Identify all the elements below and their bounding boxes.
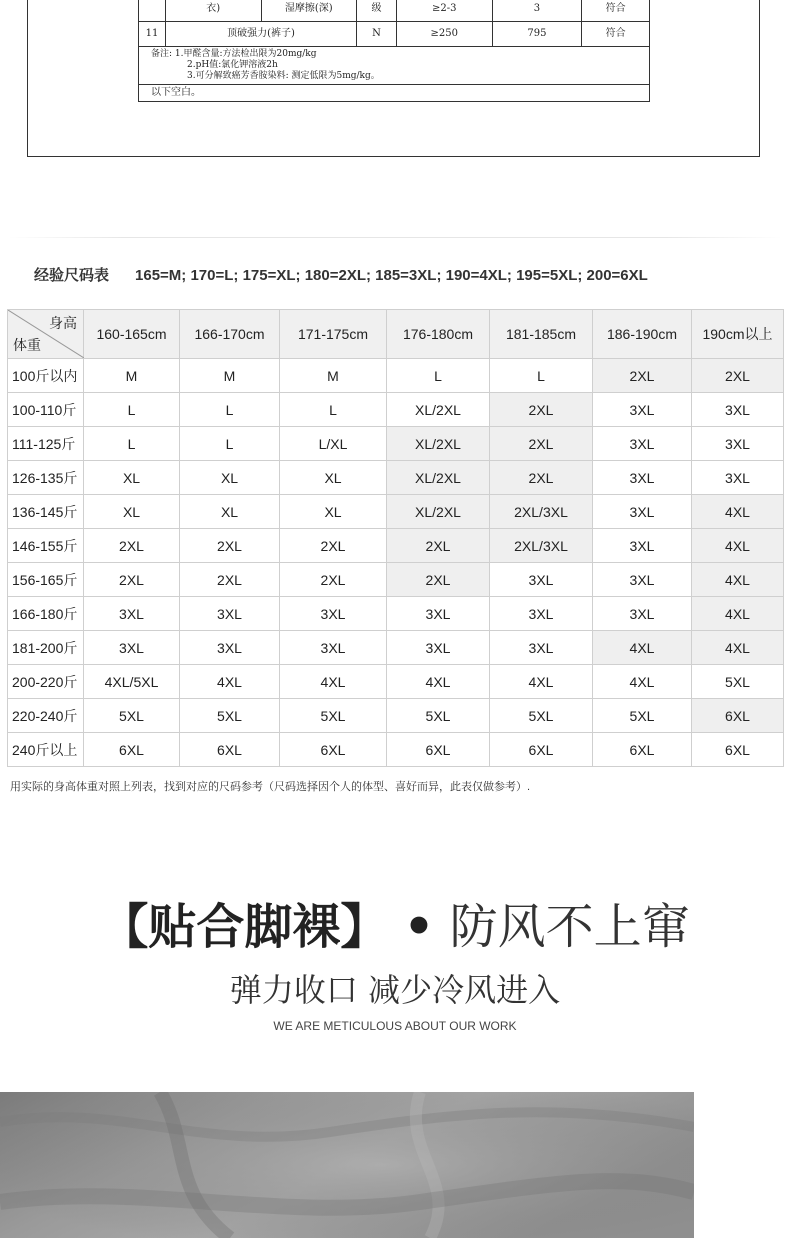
size-cell: XL (84, 461, 180, 495)
report-cell: 湿摩擦(深) (261, 0, 357, 22)
size-cell: 4XL (387, 665, 490, 699)
size-cell: 2XL (280, 563, 387, 597)
report-blank-row (139, 85, 650, 102)
size-cell: 2XL (593, 359, 692, 393)
size-cell: 2XL (387, 529, 490, 563)
size-cell: 4XL (593, 665, 692, 699)
size-cell: 4XL (692, 563, 784, 597)
promo-title-light: 防风不上窜 (449, 899, 690, 955)
size-cell: 4XL (280, 665, 387, 699)
corner-cell (8, 310, 84, 359)
size-cell: 6XL (692, 699, 784, 733)
report-cell: ≥2-3 (396, 0, 492, 22)
size-row (8, 495, 784, 529)
weight-cell: 146-155斤 (8, 529, 84, 563)
size-cell: XL/2XL (387, 495, 490, 529)
size-cell: 3XL (593, 427, 692, 461)
size-cell: 5XL (84, 699, 180, 733)
size-cell: L (180, 393, 280, 427)
report-row (139, 0, 650, 22)
size-cell: L (84, 427, 180, 461)
size-cell: 3XL (593, 597, 692, 631)
size-row (8, 529, 784, 563)
size-cell: 3XL (280, 597, 387, 631)
weight-cell: 100斤以内 (8, 359, 84, 393)
size-cell: XL (180, 495, 280, 529)
weight-cell: 100-110斤 (8, 393, 84, 427)
corner-weight-label: 体重 (13, 337, 41, 353)
size-row (8, 461, 784, 495)
size-cell: L (280, 393, 387, 427)
size-cell: 4XL (692, 529, 784, 563)
weight-cell: 240斤以上 (8, 733, 84, 767)
report-row (139, 22, 650, 47)
report-note-line: 备注: 1.甲醛含量:方法检出限为20mg/kg (151, 49, 317, 59)
size-chart-title: 经验尺码表 (34, 267, 110, 284)
report-cell: ≥250 (396, 22, 492, 47)
size-cell: 3XL (490, 631, 593, 665)
size-cell: 6XL (593, 733, 692, 767)
size-cell: L (180, 427, 280, 461)
report-notes (139, 47, 650, 85)
size-cell: 5XL (593, 699, 692, 733)
size-cell: 3XL (387, 597, 490, 631)
test-report-table (138, 0, 650, 102)
size-cell: 2XL (180, 529, 280, 563)
weight-cell: 166-180斤 (8, 597, 84, 631)
fabric-texture-image (0, 1092, 694, 1238)
report-cell: N (357, 22, 397, 47)
size-cell: 4XL/5XL (84, 665, 180, 699)
size-cell: XL/2XL (387, 393, 490, 427)
size-cell: 4XL (692, 495, 784, 529)
size-row (8, 393, 784, 427)
size-cell: 2XL/3XL (490, 529, 593, 563)
size-cell: 6XL (180, 733, 280, 767)
size-cell: 3XL (490, 597, 593, 631)
size-cell: 2XL (84, 563, 180, 597)
height-header-cell: 186-190cm (593, 310, 692, 359)
promo-title-separator: • (403, 899, 435, 955)
weight-cell: 126-135斤 (8, 461, 84, 495)
corner-height-label: 身高 (49, 315, 77, 331)
size-cell: M (280, 359, 387, 393)
size-cell: 6XL (387, 733, 490, 767)
size-cell: 6XL (692, 733, 784, 767)
size-row (8, 733, 784, 767)
size-cell: 2XL/3XL (490, 495, 593, 529)
size-cell: 3XL (593, 495, 692, 529)
report-cell: 11 (139, 22, 166, 47)
size-cell: 2XL (490, 393, 593, 427)
report-cell: 顶破强力(裤子) (165, 22, 356, 47)
weight-cell: 220-240斤 (8, 699, 84, 733)
size-cell: 3XL (593, 461, 692, 495)
size-chart-note: 用实际的身高体重对照上列表，找到对应的尺码参考（尺码选择因个人的体型、喜好而异，此表仅做参考）. (10, 781, 531, 793)
promo-tagline: WE ARE METICULOUS ABOUT OUR WORK (273, 1019, 517, 1033)
size-cell: 2XL (490, 427, 593, 461)
report-cell: 符合 (582, 0, 650, 22)
size-cell: 3XL (593, 563, 692, 597)
size-header-row (8, 310, 784, 359)
height-header-cell: 166-170cm (180, 310, 280, 359)
report-cell: 795 (492, 22, 582, 47)
size-cell: 2XL (387, 563, 490, 597)
report-notes-row (139, 47, 650, 85)
size-cell: L (387, 359, 490, 393)
size-cell: 3XL (180, 631, 280, 665)
size-row (8, 631, 784, 665)
section-divider (8, 237, 782, 238)
size-cell: 3XL (692, 461, 784, 495)
size-cell: L (490, 359, 593, 393)
fabric-photo (0, 1092, 694, 1238)
size-chart-table (7, 309, 784, 767)
size-cell: 5XL (692, 665, 784, 699)
size-cell: 6XL (280, 733, 387, 767)
size-cell: 6XL (490, 733, 593, 767)
size-cell: XL/2XL (387, 427, 490, 461)
size-cell: 5XL (490, 699, 593, 733)
size-cell: 2XL (490, 461, 593, 495)
size-cell: 3XL (593, 393, 692, 427)
size-row (8, 699, 784, 733)
size-cell: 2XL (84, 529, 180, 563)
size-cell: 5XL (387, 699, 490, 733)
size-cell: XL (84, 495, 180, 529)
size-cell: 6XL (84, 733, 180, 767)
size-cell: L/XL (280, 427, 387, 461)
report-cell: 级 (357, 0, 397, 22)
height-header-cell: 160-165cm (84, 310, 180, 359)
size-cell: 3XL (692, 427, 784, 461)
size-mapping: 165=M; 170=L; 175=XL; 180=2XL; 185=3XL; 190=4XL; 195=5XL; 200=6XL (135, 267, 648, 284)
height-header-cell: 176-180cm (387, 310, 490, 359)
size-cell: 4XL (490, 665, 593, 699)
size-cell: 4XL (692, 631, 784, 665)
size-cell: 3XL (280, 631, 387, 665)
size-cell: M (180, 359, 280, 393)
promo-subtitle: 弹力收口 减少冷风进入 (229, 971, 561, 1009)
size-cell: 3XL (692, 393, 784, 427)
size-cell: 4XL (593, 631, 692, 665)
report-cell (139, 0, 166, 22)
size-cell: 5XL (280, 699, 387, 733)
height-header-cell: 190cm以上 (692, 310, 784, 359)
size-cell: 3XL (387, 631, 490, 665)
size-cell: 2XL (180, 563, 280, 597)
size-cell: XL (180, 461, 280, 495)
size-cell: 2XL (692, 359, 784, 393)
size-row (8, 427, 784, 461)
size-cell: 4XL (692, 597, 784, 631)
size-cell: 3XL (180, 597, 280, 631)
report-cell: 3 (492, 0, 582, 22)
size-cell: 3XL (84, 631, 180, 665)
size-cell: XL/2XL (387, 461, 490, 495)
weight-cell: 200-220斤 (8, 665, 84, 699)
size-row (8, 665, 784, 699)
report-blank-note: 以下空白。 (139, 85, 650, 102)
size-row (8, 597, 784, 631)
weight-cell: 111-125斤 (8, 427, 84, 461)
report-cell: 衣) (165, 0, 261, 22)
height-header-cell: 181-185cm (490, 310, 593, 359)
size-cell: 3XL (84, 597, 180, 631)
height-header-cell: 171-175cm (280, 310, 387, 359)
size-cell: XL (280, 461, 387, 495)
weight-cell: 156-165斤 (8, 563, 84, 597)
promo-title (0, 896, 790, 958)
size-table-body (8, 359, 784, 767)
promo-title-bold: 【贴合脚裸】 (100, 899, 389, 955)
size-cell: 3XL (490, 563, 593, 597)
report-note-line: 2.pH值:氯化钾溶液2h (187, 60, 278, 70)
weight-cell: 181-200斤 (8, 631, 84, 665)
report-cell: 符合 (582, 22, 650, 47)
size-row (8, 359, 784, 393)
report-note-line: 3.可分解致癌芳香胺染料: 测定低限为5mg/kg。 (187, 71, 380, 81)
size-cell: 5XL (180, 699, 280, 733)
weight-cell: 136-145斤 (8, 495, 84, 529)
size-cell: 3XL (593, 529, 692, 563)
size-cell: M (84, 359, 180, 393)
size-cell: 4XL (180, 665, 280, 699)
size-cell: 2XL (280, 529, 387, 563)
size-cell: XL (280, 495, 387, 529)
size-cell: L (84, 393, 180, 427)
size-chart-header (34, 264, 774, 285)
size-row (8, 563, 784, 597)
